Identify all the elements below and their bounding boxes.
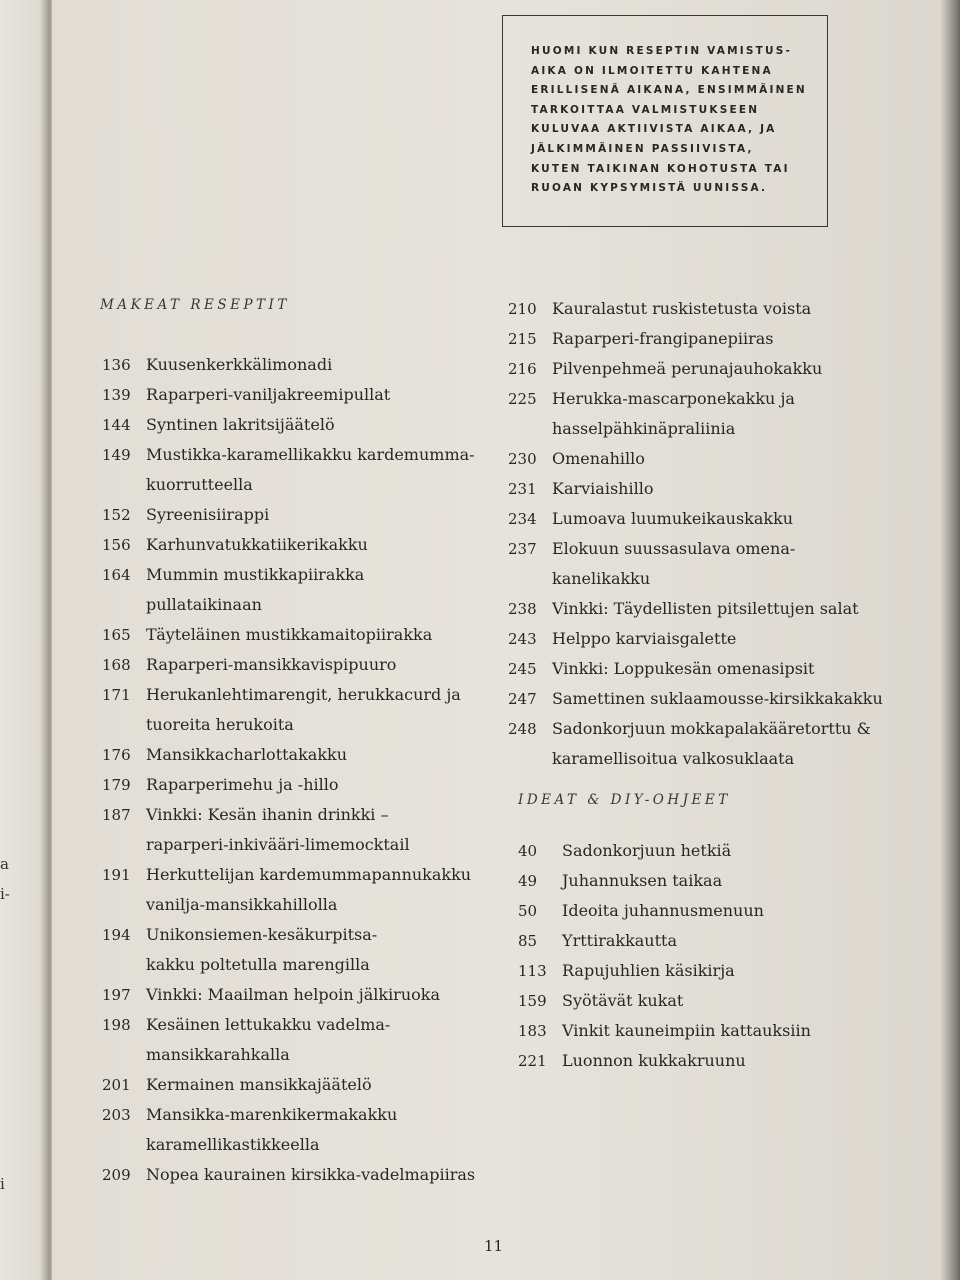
toc-title xyxy=(562,956,735,986)
toc-page-number: 49 xyxy=(518,872,538,890)
toc-page-number: 198 xyxy=(102,1016,131,1034)
toc-title xyxy=(562,1046,746,1076)
toc-entry xyxy=(508,324,883,354)
toc-entry xyxy=(102,1160,475,1190)
toc-entry xyxy=(508,474,883,504)
toc-title-line: Syntinen lakritsijäätelö xyxy=(146,415,335,434)
toc-entry xyxy=(518,926,811,956)
toc-page-number: 40 xyxy=(518,842,538,860)
toc-entry xyxy=(508,594,883,624)
toc-title-line: hasselpähkinäpraliinia xyxy=(552,419,736,438)
toc-entry xyxy=(508,354,883,384)
note-line: AIKA ON ILMOITETTU KAHTENA xyxy=(531,64,773,77)
toc-title-line: Raparperimehu ja -hillo xyxy=(146,775,339,794)
toc-title xyxy=(552,534,795,594)
toc-title-line: Täyteläinen mustikkamaitopiirakka xyxy=(146,625,433,644)
toc-page-number: 50 xyxy=(518,902,538,920)
toc-title-line: Ideoita juhannusmenuun xyxy=(562,901,764,920)
toc-title-line: Pilvenpehmeä perunajauhokakku xyxy=(552,359,823,378)
toc-entry xyxy=(508,504,883,534)
toc-page-number: 245 xyxy=(508,660,537,678)
facing-page-text: i xyxy=(0,1175,5,1193)
toc-page-number: 194 xyxy=(102,926,131,944)
page-number: 11 xyxy=(484,1237,504,1255)
toc-title-line: Kuusenkerkkälimonadi xyxy=(146,355,333,374)
toc-title-line: karamellikastikkeella xyxy=(146,1135,320,1154)
toc-title-line: mansikkarahkalla xyxy=(146,1045,290,1064)
toc-title xyxy=(146,350,332,380)
toc-entry xyxy=(508,624,883,654)
toc-title-line: tuoreita herukoita xyxy=(146,715,294,734)
toc-title xyxy=(146,650,396,680)
note-box xyxy=(502,15,828,227)
toc-entry xyxy=(518,956,811,986)
toc-entry xyxy=(102,440,475,500)
toc-entry xyxy=(102,1070,475,1100)
toc-title-line: Sadonkorjuun mokkapalakääretorttu & xyxy=(552,719,871,738)
toc-page-number: 152 xyxy=(102,506,131,524)
facing-page-text: a xyxy=(0,855,9,873)
toc-page-number: 216 xyxy=(508,360,537,378)
toc-page-number: 215 xyxy=(508,330,537,348)
toc-title xyxy=(146,680,461,740)
toc-title xyxy=(146,1010,390,1070)
toc-title xyxy=(146,620,432,650)
toc-page-number: 113 xyxy=(518,962,547,980)
toc-title-line: Sadonkorjuun hetkiä xyxy=(562,841,732,860)
toc-page-number: 231 xyxy=(508,480,537,498)
toc-title xyxy=(146,770,338,800)
toc-title xyxy=(552,624,736,654)
toc-entry xyxy=(102,500,475,530)
note-line: RUOAN KYPSYMISTÄ UUNISSA. xyxy=(531,182,768,195)
toc-title-line: Raparperi-frangipanepiiras xyxy=(552,329,774,348)
toc-title-line: Mustikka-karamellikakku kardemumma- xyxy=(146,445,475,464)
toc-title-line: Herukka-mascarponekakku ja xyxy=(552,389,795,408)
toc-title xyxy=(146,1070,372,1100)
toc-title-line: Syreenisiirappi xyxy=(146,505,270,524)
toc-entry xyxy=(508,444,883,474)
toc-title xyxy=(552,444,645,474)
toc-page-number: 247 xyxy=(508,690,537,708)
toc-title-line: Herkuttelijan kardemummapannukakku xyxy=(146,865,472,884)
toc-entry xyxy=(102,680,475,740)
toc-title xyxy=(562,896,764,926)
toc-title-line: Unikonsiemen-kesäkurpitsa- xyxy=(146,925,378,944)
note-line: JÄLKIMMÄINEN PASSIIVISTA, xyxy=(531,142,754,155)
toc-title-line: kanelikakku xyxy=(552,569,651,588)
toc-entry xyxy=(508,654,883,684)
toc-page-number: 225 xyxy=(508,390,537,408)
toc-entry xyxy=(102,410,475,440)
toc-title-line: Elokuun suussasulava omena- xyxy=(552,539,796,558)
book-spine xyxy=(0,0,52,1280)
toc-title-line: Kermainen mansikkajäätelö xyxy=(146,1075,372,1094)
toc-page-number: 203 xyxy=(102,1106,131,1124)
toc-title-line: Nopea kaurainen kirsikka-vadelmapiiras xyxy=(146,1165,476,1184)
toc-title xyxy=(552,714,871,774)
toc-entry xyxy=(102,770,475,800)
toc-page-number: 230 xyxy=(508,450,537,468)
toc-page-number: 191 xyxy=(102,866,131,884)
toc-title xyxy=(552,324,773,354)
toc-page-number: 234 xyxy=(508,510,537,528)
toc-entry xyxy=(508,534,883,594)
toc-title-line: Vinkki: Kesän ihanin drinkki – xyxy=(146,805,389,824)
toc-title-line: Kauralastut ruskistetusta voista xyxy=(552,299,812,318)
toc-entry xyxy=(102,800,475,860)
toc-title xyxy=(552,294,811,324)
toc-title xyxy=(552,684,883,714)
toc-title xyxy=(146,380,390,410)
toc-title-line: Kesäinen lettukakku vadelma- xyxy=(146,1015,391,1034)
toc-title xyxy=(146,560,364,620)
toc-title-line: kuorrutteella xyxy=(146,475,253,494)
toc-title xyxy=(146,920,377,980)
toc-page-number: 85 xyxy=(518,932,538,950)
toc-title-line: Vinkki: Maailman helpoin jälkiruoka xyxy=(146,985,440,1004)
toc-title xyxy=(552,474,653,504)
toc-entry xyxy=(102,920,475,980)
toc-entry xyxy=(102,650,475,680)
toc-page-number: 136 xyxy=(102,356,131,374)
toc-title-line: Karviaishillo xyxy=(552,479,654,498)
toc-title-line: Syötävät kukat xyxy=(562,991,684,1010)
toc-title-line: Luonnon kukkakruunu xyxy=(562,1051,746,1070)
note-line: KUTEN TAIKINAN KOHOTUSTA TAI xyxy=(531,162,790,175)
toc-entry xyxy=(102,620,475,650)
toc-title xyxy=(146,800,410,860)
toc-title xyxy=(146,440,475,500)
toc-page-number: 248 xyxy=(508,720,537,738)
toc-entry xyxy=(102,560,475,620)
toc-page-number: 179 xyxy=(102,776,131,794)
toc-entry xyxy=(518,896,811,926)
toc-entry xyxy=(102,740,475,770)
toc-title xyxy=(146,410,335,440)
toc-page-number: 139 xyxy=(102,386,131,404)
toc-list-makeat-continued xyxy=(508,294,883,774)
toc-title xyxy=(552,384,795,444)
toc-title xyxy=(146,500,269,530)
toc-title-line: pullataikinaan xyxy=(146,595,262,614)
toc-title xyxy=(146,530,368,560)
toc-entry xyxy=(518,836,811,866)
toc-entry xyxy=(518,986,811,1016)
toc-page-number: 164 xyxy=(102,566,131,584)
toc-title-line: vanilja-mansikkahillolla xyxy=(146,895,338,914)
toc-entry xyxy=(102,860,475,920)
toc-title-line: Helppo karviaisgalette xyxy=(552,629,737,648)
note-line: HUOMI KUN RESEPTIN VAMISTUS- xyxy=(531,45,793,57)
toc-title xyxy=(562,836,731,866)
note-line: KULUVAA AKTIIVISTA AIKAA, JA xyxy=(531,123,777,136)
toc-entry xyxy=(102,980,475,1010)
toc-entry xyxy=(518,866,811,896)
toc-title xyxy=(562,866,722,896)
toc-list-makeat xyxy=(102,350,475,1190)
toc-title xyxy=(562,926,677,956)
toc-title xyxy=(552,594,859,624)
toc-entry xyxy=(518,1016,811,1046)
toc-title-line: Vinkki: Loppukesän omenasipsit xyxy=(552,659,815,678)
toc-page-number: 187 xyxy=(102,806,131,824)
toc-page-number: 201 xyxy=(102,1076,131,1094)
toc-title xyxy=(146,860,471,920)
toc-page-number: 156 xyxy=(102,536,131,554)
toc-page-number: 149 xyxy=(102,446,131,464)
toc-entry xyxy=(102,530,475,560)
toc-title xyxy=(552,504,793,534)
toc-page-number: 237 xyxy=(508,540,537,558)
toc-title-line: Yrttirakkautta xyxy=(562,931,678,950)
toc-title-line: Karhunvatukkatiikerikakku xyxy=(146,535,368,554)
toc-entry xyxy=(102,350,475,380)
toc-title xyxy=(562,986,683,1016)
toc-title-line: Vinkki: Täydellisten pitsilettujen salat xyxy=(552,599,859,618)
toc-entry xyxy=(518,1046,811,1076)
toc-title-line: kakku poltetulla marengilla xyxy=(146,955,370,974)
toc-page-number: 176 xyxy=(102,746,131,764)
toc-title-line: raparperi-inkivääri-limemocktail xyxy=(146,835,410,854)
toc-page-number: 165 xyxy=(102,626,131,644)
toc-page-number: 168 xyxy=(102,656,131,674)
toc-page-number: 144 xyxy=(102,416,131,434)
toc-page-number: 197 xyxy=(102,986,131,1004)
toc-title xyxy=(562,1016,811,1046)
toc-entry xyxy=(508,294,883,324)
toc-title-line: Raparperi-mansikkavispipuuro xyxy=(146,655,397,674)
toc-title-line: Juhannuksen taikaa xyxy=(562,871,723,890)
toc-list-ideat xyxy=(518,836,811,1076)
toc-title-line: Omenahillo xyxy=(552,449,645,468)
toc-title-line: Vinkit kauneimpiin kattauksiin xyxy=(562,1021,811,1040)
toc-page-number: 238 xyxy=(508,600,537,618)
toc-title xyxy=(146,980,440,1010)
toc-page-number: 243 xyxy=(508,630,537,648)
toc-title-line: karamellisoitua valkosuklaata xyxy=(552,749,795,768)
toc-title-line: Mansikkacharlottakakku xyxy=(146,745,348,764)
toc-entry xyxy=(102,1010,475,1070)
toc-entry xyxy=(102,1100,475,1160)
toc-title-line: Mummin mustikkapiirakka xyxy=(146,565,365,584)
toc-entry xyxy=(508,714,883,774)
section-heading-makeat: MAKEAT RESEPTIT xyxy=(100,297,290,313)
section-heading-ideat: IDEAT & DIY-OHJEET xyxy=(518,792,731,808)
toc-page-number: 209 xyxy=(102,1166,131,1184)
toc-page-number: 183 xyxy=(518,1022,547,1040)
toc-entry xyxy=(508,684,883,714)
toc-page-number: 159 xyxy=(518,992,547,1010)
toc-title xyxy=(552,654,814,684)
toc-title-line: Raparperi-vaniljakreemipullat xyxy=(146,385,391,404)
toc-title-line: Lumoava luumukeikauskakku xyxy=(552,509,794,528)
toc-title-line: Rapujuhlien käsikirja xyxy=(562,961,735,980)
toc-title-line: Samettinen suklaamousse-kirsikkakakku xyxy=(552,689,883,708)
note-line: TARKOITTAA VALMISTUKSEEN xyxy=(531,103,760,116)
toc-title xyxy=(552,354,822,384)
toc-title xyxy=(146,1160,475,1190)
toc-page-number: 171 xyxy=(102,686,131,704)
toc-title xyxy=(146,1100,397,1160)
toc-page-number: 221 xyxy=(518,1052,547,1070)
toc-title xyxy=(146,740,347,770)
toc-entry xyxy=(102,380,475,410)
toc-page-number: 210 xyxy=(508,300,537,318)
note-line: ERILLISENÄ AIKANA, ENSIMMÄINEN xyxy=(531,84,807,97)
toc-title-line: Mansikka-marenkikermakakku xyxy=(146,1105,398,1124)
toc-title-line: Herukanlehtimarengit, herukkacurd ja xyxy=(146,685,461,704)
toc-entry xyxy=(508,384,883,444)
facing-page-text: i- xyxy=(0,885,10,903)
